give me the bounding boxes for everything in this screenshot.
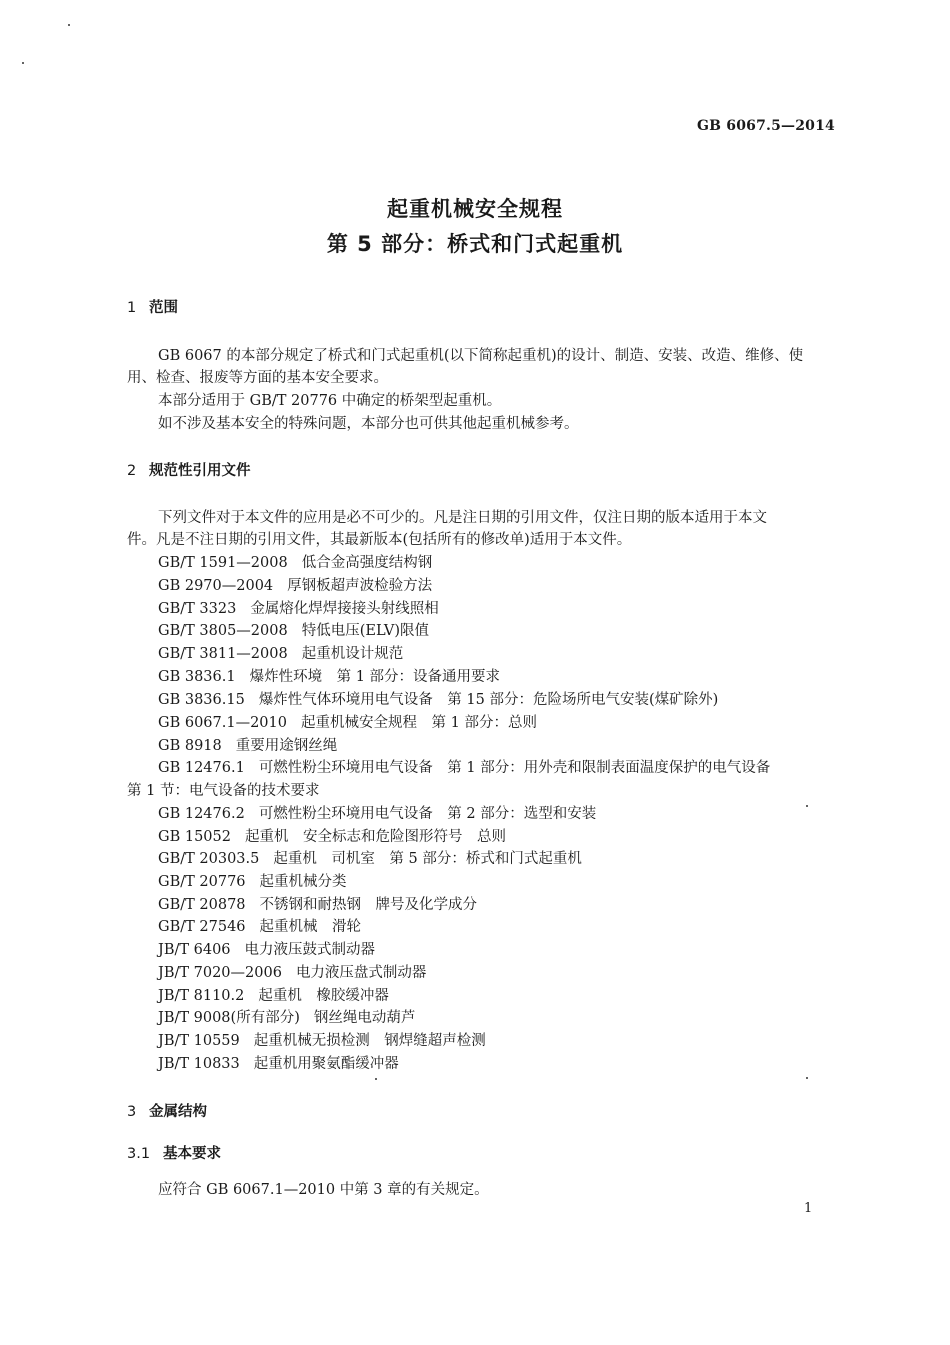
reference-item — [158, 938, 375, 959]
section-number: 2 — [127, 463, 137, 479]
references-intro-line: 下列文件对于本文件的应用是必不可少的。凡是注日期的引用文件，仅注日期的版本适用于本文 — [158, 510, 767, 526]
reference-title: 电力液压盘式制动器 — [295, 965, 427, 981]
scan-speck — [806, 805, 808, 807]
reference-code: JB/T 10559 — [158, 1033, 240, 1049]
reference-item — [158, 915, 361, 936]
reference-item — [158, 893, 477, 914]
reference-title: 重要用途钢丝绳 — [235, 738, 338, 754]
scope-paragraph: 如不涉及基本安全的特殊问题，本部分也可供其他起重机械参考。 — [158, 416, 579, 432]
reference-code: JB/T 9008(所有部分) — [158, 1010, 300, 1026]
section-title: 金属结构 — [149, 1104, 207, 1120]
reference-title: 起重机械 滑轮 — [259, 919, 362, 935]
reference-item — [158, 688, 718, 709]
reference-title: 电力液压鼓式制动器 — [244, 942, 376, 958]
reference-code: GB/T 20878 — [158, 897, 246, 913]
section-title: 范围 — [149, 300, 178, 316]
document-subtitle: 第 5 部分：桥式和门式起重机 — [326, 232, 624, 256]
document-title: 起重机械安全规程 — [387, 197, 563, 221]
reference-code: JB/T 6406 — [158, 942, 231, 958]
reference-item — [158, 984, 389, 1005]
scan-speck — [68, 24, 70, 26]
reference-code: GB 3836.1 — [158, 669, 236, 685]
section-2-heading — [127, 459, 251, 480]
reference-item — [158, 870, 347, 891]
reference-item — [158, 847, 582, 868]
scan-speck — [22, 62, 24, 64]
requirements-text: 应符合 GB 6067.1—2010 中第 3 章的有关规定。 — [158, 1182, 489, 1198]
reference-title: 起重机 司机室 第 5 部分：桥式和门式起重机 — [273, 851, 582, 867]
reference-item — [158, 597, 439, 618]
reference-item — [158, 1006, 415, 1027]
reference-title: 爆炸性气体环境用电气设备 第 15 部分：危险场所电气安装(煤矿除外) — [258, 692, 719, 708]
reference-title: 可燃性粉尘环境用电气设备 第 2 部分：选型和安装 — [258, 806, 597, 822]
standard-number: GB 6067.5—2014 — [696, 118, 835, 134]
subsection-title: 基本要求 — [163, 1146, 221, 1162]
reference-code: GB 3836.15 — [158, 692, 245, 708]
reference-item — [158, 802, 596, 823]
subsection-3-1-heading — [127, 1142, 221, 1163]
reference-code: GB 12476.2 — [158, 806, 245, 822]
reference-item — [158, 551, 432, 572]
section-number: 1 — [127, 300, 137, 316]
reference-title: 起重机用聚氨酯缓冲器 — [253, 1056, 399, 1072]
reference-title: 起重机 安全标志和危险图形符号 总则 — [244, 829, 506, 845]
reference-code: GB/T 3323 — [158, 601, 237, 617]
reference-code: JB/T 8110.2 — [158, 988, 245, 1004]
page-number: 1 — [804, 1201, 813, 1216]
reference-code: JB/T 7020—2006 — [158, 965, 282, 981]
reference-title: 起重机械无损检测 钢焊缝超声检测 — [253, 1033, 486, 1049]
reference-title: 爆炸性环境 第 1 部分：设备通用要求 — [249, 669, 501, 685]
reference-item — [158, 1029, 486, 1050]
reference-code: GB 12476.1 — [158, 760, 245, 776]
reference-title: 起重机械安全规程 第 1 部分：总则 — [301, 715, 537, 731]
scan-speck — [375, 1078, 377, 1080]
scope-paragraph: 本部分适用于 GB/T 20776 中确定的桥架型起重机。 — [158, 393, 502, 409]
reference-code: GB/T 20303.5 — [158, 851, 260, 867]
reference-item — [158, 734, 337, 755]
reference-item — [158, 574, 432, 595]
reference-item — [158, 711, 537, 732]
reference-code: JB/T 10833 — [158, 1056, 240, 1072]
reference-code: GB/T 3805—2008 — [158, 623, 288, 639]
reference-code: GB/T 27546 — [158, 919, 246, 935]
reference-item — [158, 825, 506, 846]
reference-title: 金属熔化焊焊接接头射线照相 — [250, 601, 439, 617]
section-3-heading — [127, 1100, 207, 1121]
reference-title: 起重机械分类 — [259, 874, 347, 890]
reference-code: GB 2970—2004 — [158, 578, 274, 594]
reference-item — [158, 619, 429, 640]
reference-code: GB/T 20776 — [158, 874, 246, 890]
reference-title: 不锈钢和耐热钢 牌号及化学成分 — [259, 897, 478, 913]
reference-continuation: 第 1 节：电气设备的技术要求 — [127, 783, 320, 799]
reference-code: GB 8918 — [158, 738, 222, 754]
reference-code: GB 15052 — [158, 829, 231, 845]
reference-title: 起重机设计规范 — [301, 646, 404, 662]
reference-code: GB/T 1591—2008 — [158, 555, 288, 571]
section-title: 规范性引用文件 — [149, 463, 251, 479]
reference-code: GB/T 3811—2008 — [158, 646, 288, 662]
scan-speck — [806, 1077, 808, 1079]
references-intro-line: 件。凡是不注日期的引用文件，其最新版本(包括所有的修改单)适用于本文件。 — [127, 532, 632, 548]
reference-item — [158, 1052, 399, 1073]
reference-title: 特低电压(ELV)限值 — [301, 623, 429, 639]
reference-title: 厚钢板超声波检验方法 — [287, 578, 433, 594]
reference-title: 钢丝绳电动葫芦 — [313, 1010, 416, 1026]
scope-paragraph-line: 用、检查、报废等方面的基本安全要求。 — [127, 370, 388, 386]
reference-item — [158, 756, 770, 777]
reference-title: 低合金高强度结构钢 — [301, 555, 433, 571]
reference-title: 起重机 橡胶缓冲器 — [258, 988, 389, 1004]
scope-paragraph-line: GB 6067 的本部分规定了桥式和门式起重机(以下简称起重机)的设计、制造、安装、改造、维修、使 — [158, 348, 804, 364]
subsection-number: 3.1 — [127, 1146, 151, 1162]
reference-code: GB 6067.1—2010 — [158, 715, 287, 731]
reference-item — [158, 642, 403, 663]
section-1-heading — [127, 296, 178, 317]
section-number: 3 — [127, 1104, 137, 1120]
reference-title: 可燃性粉尘环境用电气设备 第 1 部分：用外壳和限制表面温度保护的电气设备 — [258, 760, 771, 776]
reference-item — [158, 961, 426, 982]
reference-item — [158, 665, 500, 686]
